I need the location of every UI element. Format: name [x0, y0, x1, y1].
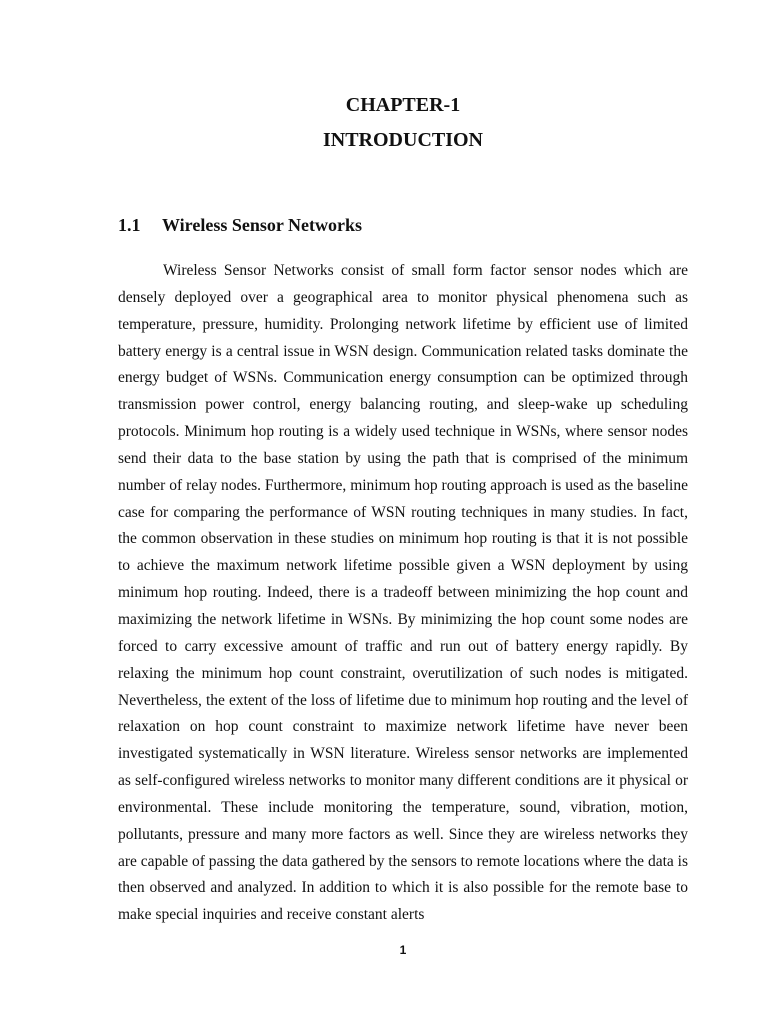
section-number: 1.1: [118, 215, 141, 235]
body-paragraph: Wireless Sensor Networks consist of small form factor sensor nodes which are densely deployed over a geographical area to monitor physical phenomena such as temperature, pressure, humidity. Prolonging network lifetime by efficient use of limited battery energy is a central issue in WSN design. Communication related tasks dominate the energy budget of WSNs. Communication energy consumption can be optimized through transmission power control, energy balancing routing, and sleep-wake up scheduling protocols. Minimum hop routing is a widely used technique in WSNs, where sensor nodes send their data to the base station by using the path that is comprised of the minimum number of relay nodes. Furthermore, minimum hop routing approach is used as the baseline case for comparing the performance of WSN routing techniques in many studies. In fact, the common observation in these studies on minimum hop routing is that it is not possible to achieve the maximum network lifetime possible given a WSN deployment by using minimum hop routing. Indeed, there is a tradeoff between minimizing the hop count and maximizing the network lifetime in WSNs. By minimizing the hop count some nodes are forced to carry excessive amount of traffic and run out of battery energy rapidly. By relaxing the minimum hop count constraint, overutilization of such nodes is mitigated. Nevertheless, the extent of the loss of lifetime due to minimum hop routing and the level of relaxation on hop count constraint to maximize network lifetime have never been investigated systematically in WSN literature. Wireless sensor networks are implemented as self-configured wireless networks to monitor many different conditions are it physical or environmental. These include monitoring the temperature, sound, vibration, motion, pollutants, pressure and many more factors as well. Since they are wireless networks they are capable of passing the data gathered by the sensors to remote locations where the data is then observed and analyzed. In addition to which it is also possible for the remote base to make special inquiries and receive constant alerts: [118, 262, 688, 924]
section-heading: [118, 213, 362, 237]
section-title: Wireless Sensor Networks: [162, 215, 362, 235]
chapter-title: INTRODUCTION: [322, 129, 484, 151]
chapter-number: CHAPTER-1: [345, 94, 461, 116]
page-number: 1: [399, 943, 407, 957]
